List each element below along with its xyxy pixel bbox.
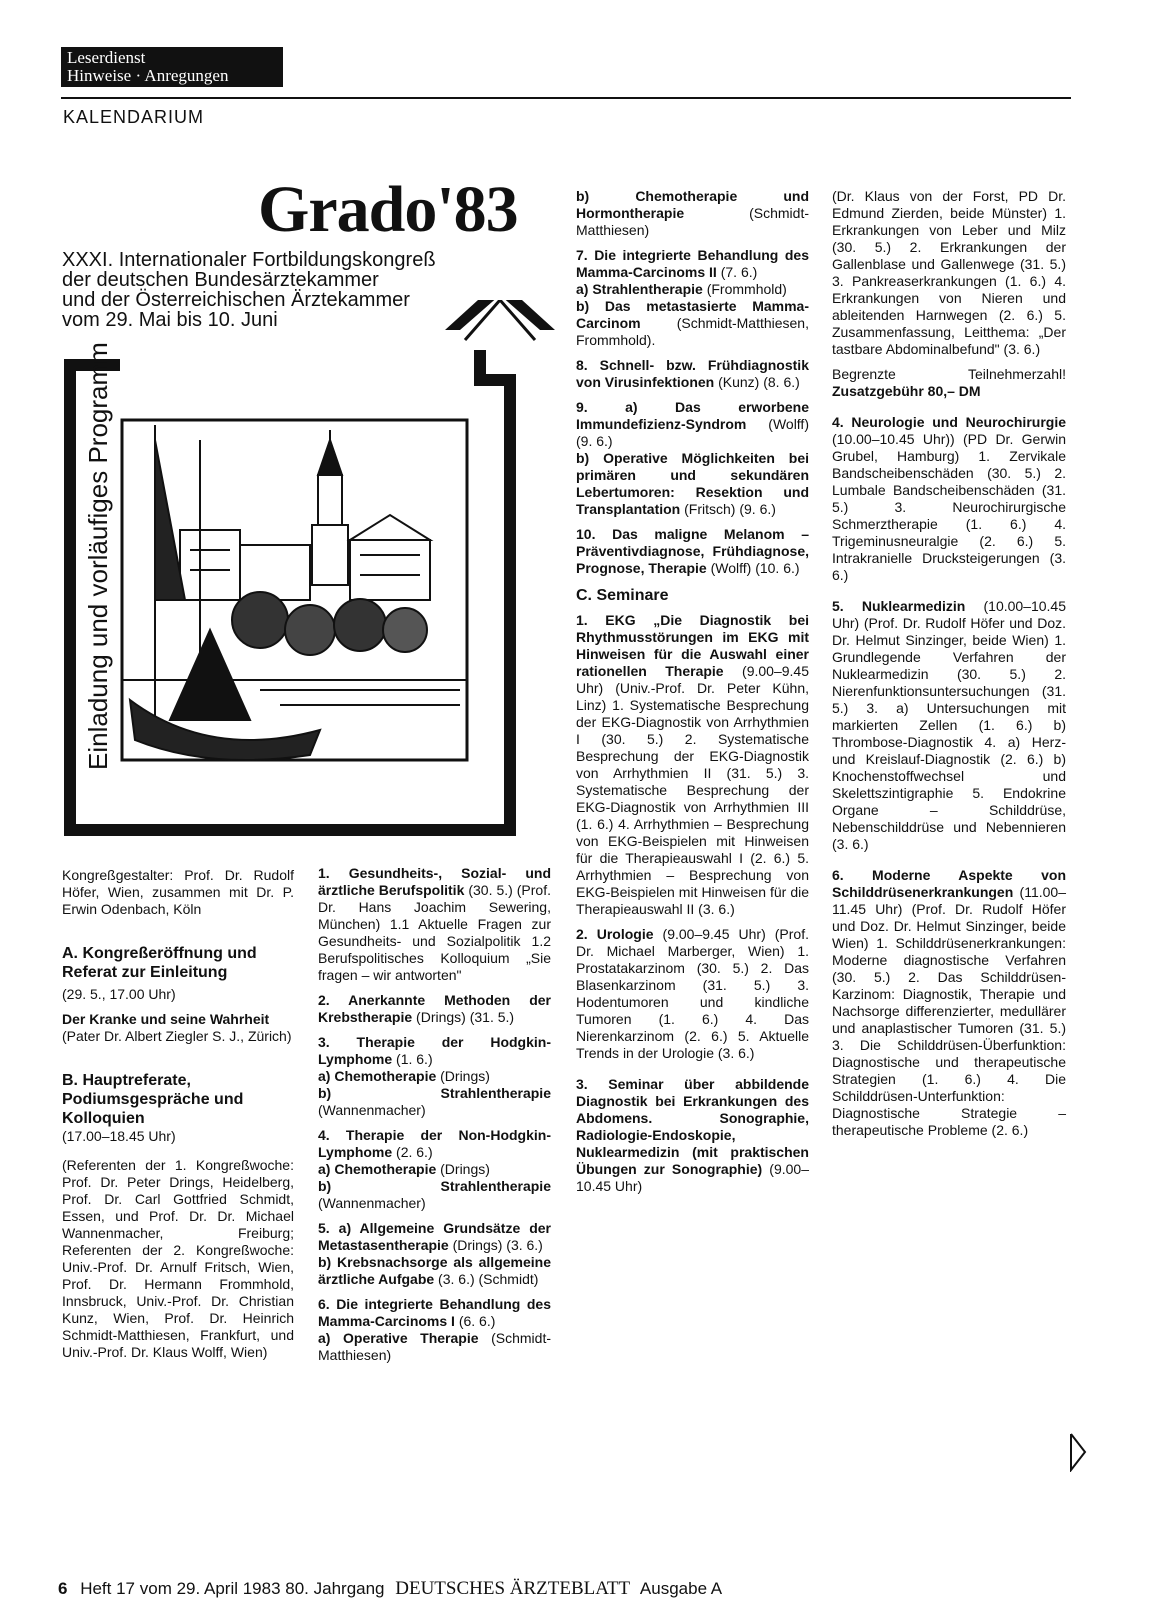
page-footer (58, 1578, 722, 1600)
program-item: 2. Anerkannte Methoden der Krebstherapie (Drings) (31. 5.) (318, 992, 551, 1025)
program-item: 7. Die integrierte Behandlung des Mamma-Carcinoms II (7. 6.) a) Strahlentherapie (Frommhold) b) Das metastasierte Mamma-Carcinom (Schmidt-Matthiesen, Frommhold). (576, 247, 809, 348)
magazine-name: DEUTSCHES ÄRZTEBLATT (395, 1578, 631, 1599)
header-rule (61, 97, 1071, 99)
program-item: 3. Therapie der Hodgkin-Lymphome (1. 6.) a) Chemotherapie (Drings) b) Strahlentherapie (Wannenmacher) (318, 1034, 551, 1118)
section-b-speakers: (Referenten der 1. Kongreßwoche: Prof. Dr. Peter Drings, Heidelberg, Prof. Dr. Carl Gottfried Schmidt, Essen, und Prof. Dr. Dr. Michael Wannenmacher, Freiburg; Referenten der 2. Kongreßwoche: Univ.-Prof. Dr. Arnulf Fritsch, Wien, Prof. Dr. Hermann Frommhold, Innsbruck, Univ.-Prof. Dr. Christian Kunz, Wien, Prof. Dr. Heinrich Schmidt-Matthiesen, Frankfurt, und Univ.-Prof. Dr. Klaus Wolff, Wien) (62, 1157, 294, 1360)
page-number: 6 (58, 1579, 68, 1598)
organizer-text: Kongreßgestalter: Prof. Dr. Rudolf Höfer, Wien, zusammen mit Dr. P. Erwin Odenbach, Köln (62, 867, 294, 917)
subtitle-line: der deutschen Bundesärztekammer (62, 269, 379, 291)
section-b-time: (17.00–18.45 Uhr) (62, 1128, 176, 1144)
poster-title: Grado'83 (258, 173, 518, 246)
seminar-item: 2. Urologie (9.00–9.45 Uhr) (Prof. Dr. Michael Marberger, Wien) 1. Prostatakarzinom (30. 5.) 2. Das Blasenkarzinom (31. 5.) 3. Hodentumoren und kindliche Tumoren (1. 6.) 4. Das Nierenkarzinom (2. 6.) 5. Aktuelle Trends in der Urologie (3. 6.) (576, 926, 809, 1061)
program-item: 1. Gesundheits-, Sozial- und ärztliche Berufspolitik (30. 5.) (Prof. Dr. Hans Joachim Sewering, München) 1.1 Aktuelle Fragen zur Gesundheits- und Sozialpolitik 1.2 Berufspolitisches Kolloquium „Sie fragen – wir antworten" (318, 865, 551, 983)
section-a-time: (29. 5., 17.00 Uhr) (62, 986, 176, 1002)
fee-note: Begrenzte Teilnehmerzahl! Zusatzgebühr 80,– DM (832, 366, 1066, 399)
seminars-heading: C. Seminare (576, 587, 669, 604)
opening-talk-title: Der Kranke und seine Wahrheit (62, 1011, 270, 1027)
seminar-item: 3. Seminar über abbildende Diagnostik bei Erkrankungen des Abdomens. Sonographie, Radiologie-Endoskopie, Nuklearmedizin (mit praktischen Übungen zur Sonographie) (9.00–10.45 Uhr) (576, 1076, 809, 1194)
seminar-item: 6. Moderne Aspekte von Schilddrüsenerkrankungen (11.00–11.45 Uhr) (Prof. Dr. Rudolf Höfer und Doz. Dr. Helmut Sinzinger, beide Wien) 1. Schilddrüsenerkrankungen: Moderne diagnostische Verfahren (30. 5.) 2. Das Schilddrüsen-Karzinom: Diagnostik, Therapie und Nachsorge differenzierter, medullärer und anaplastischer Tumoren (31. 5.) 3. Die Schilddrüsen-Überfunktion: Diagnostische und therapeutische Strategien (1. 6.) 4. Die Schilddrüsen-Unterfunktion: Diagnostische Strategie – therapeutische Probleme (2. 6.) (832, 867, 1066, 1138)
seminar-item: 5. Nuklearmedizin (10.00–10.45 Uhr) (Prof. Dr. Rudolf Höfer und Doz. Dr. Helmut Sinzinger, beide Wien) 1. Grundlegende Verfahren der Nuklearmedizin (30. 5.) 2. Nierenfunktionsuntersuchungen (31. 5.) 3. a) Untersuchungen mit markierten Zellen (1. 6.) b) Thrombose-Diagnostik 4. a) Herz- und Kreislauf-Diagnostik (2. 6.) b) Knochenstoffwechsel und Skelettszintigraphie 5. Endokrine Organe – Schilddrüse, Nebenschilddrüse und Nebennieren (3. 6.) (832, 598, 1067, 852)
program-item: 5. a) Allgemeine Grundsätze der Metastasentherapie (Drings) (3. 6.) b) Krebsnachsorge als allgemeine ärztliche Aufgabe (3. 6.) (Schmidt) (318, 1220, 551, 1287)
column-2 (318, 865, 551, 1372)
opening-talk-speaker: (Pater Dr. Albert Ziegler S. J., Zürich) (62, 1028, 292, 1044)
badge-line-1: Leserdienst (67, 48, 146, 67)
subtitle-line: und der Österreichischen Ärztekammer (62, 289, 410, 311)
program-item: 8. Schnell- bzw. Frühdiagnostik von Virusinfektionen (Kunz) (8. 6.) (576, 357, 809, 390)
program-item: 10. Das maligne Melanom – Präventivdiagnose, Frühdiagnose, Prognose, Therapie (Wolff) (10. 6.) (576, 526, 809, 576)
seminar-item: 1. EKG „Die Diagnostik bei Rhythmusstörungen im EKG mit Hinweisen für die Auswahl einer rationellen Therapie (9.00–9.45 Uhr) (Univ.-Prof. Dr. Peter Kühn, Linz) 1. Systematische Besprechung der EKG-Diagnostik von Arrhythmien I (30. 5.) 2. Systematische Besprechung der EKG-Diagnostik von Arrhythmien II (31. 5.) 3. Systematische Besprechung der EKG-Diagnostik von Arrhythmien III (1. 6.) 4. Arrhythmien – Besprechung von EKG-Beispielen mit Hinweisen für die Therapieauswahl I (2. 6.) 5. Arrhythmien – Besprechung von EKG-Beispielen mit Hinweisen für die Therapieauswahl II (3. 6.) (576, 612, 809, 917)
section-label: KALENDARIUM (63, 107, 205, 127)
continue-arrow-icon (1068, 1432, 1088, 1472)
seminar-continuation: (Dr. Klaus von der Forst, PD Dr. Edmund Zierden, beide Münster) 1. Erkrankungen von Leber und Milz (30. 5.) 2. Erkrankungen der Gallenblase und Gallenwege (31. 5.) 3. Pankreaserkrankungen (1. 6.) 4. Erkrankungen von Nieren und ableitenden Harnwegen (2. 6.) 5. Zusammenfassung, Leitthema: „Der tastbare Abdominalbefund" (3. 6.) (832, 188, 1066, 357)
seminar-item: 4. Neurologie und Neurochirurgie (10.00–10.45 Uhr)) (PD Dr. Gerwin Grubel, Hamburg) 1. Zervikale Bandscheibenschäden (30. 5.) 2. Lumbale Bandscheibenschäden (31. 5.) 3. Neurochirurgische Schmerztherapie (1. 6.) 4. Trigeminusneuralgie (2. 6.) 5. Intrakranielle Drucksteigerungen (3. 6.) (832, 414, 1066, 583)
poster-frame (60, 300, 560, 840)
poster-vertical-text: Einladung und vorläufiges Programm (83, 342, 113, 770)
arrow-head-icon (445, 300, 555, 330)
edition: Ausgabe A (639, 1579, 723, 1598)
issue-info: Heft 17 vom 29. April 1983 80. Jahrgang (80, 1579, 385, 1598)
leserdienst-badge (61, 47, 283, 87)
section-b-heading: B. Hauptreferate, Podiumsgespräche und Kolloquien (62, 1072, 244, 1127)
badge-line-2: Hinweise · Anregungen (67, 66, 229, 85)
subtitle-line: vom 29. Mai bis 10. Juni (62, 309, 278, 331)
column-3 (576, 188, 809, 1203)
subtitle-line: XXXI. Internationaler Fortbildungskongreß (62, 249, 436, 271)
program-item: 4. Therapie der Non-Hodgkin-Lymphome (2. 6.) a) Chemotherapie (Drings) b) Strahlentherapie (Wannenmacher) (318, 1127, 551, 1211)
program-item: 6. Die integrierte Behandlung des Mamma-Carcinoms I (6. 6.) a) Operative Therapie (Schmidt-Matthiesen) (318, 1296, 551, 1363)
column-4 (832, 188, 1066, 1147)
program-item: b) Chemotherapie und Hormontherapie (Schmidt-Matthiesen) (576, 188, 809, 238)
section-a-heading: A. Kongreßeröffnung und Referat zur Einleitung (62, 945, 257, 981)
program-item: 9. a) Das erworbene Immundefizienz-Syndrom (Wolff) (9. 6.) b) Operative Möglichkeiten bei primären und sekundären Lebertumoren: Resektion und Transplantation (Fritsch) (9. 6.) (576, 399, 809, 517)
column-1 (62, 867, 294, 1369)
